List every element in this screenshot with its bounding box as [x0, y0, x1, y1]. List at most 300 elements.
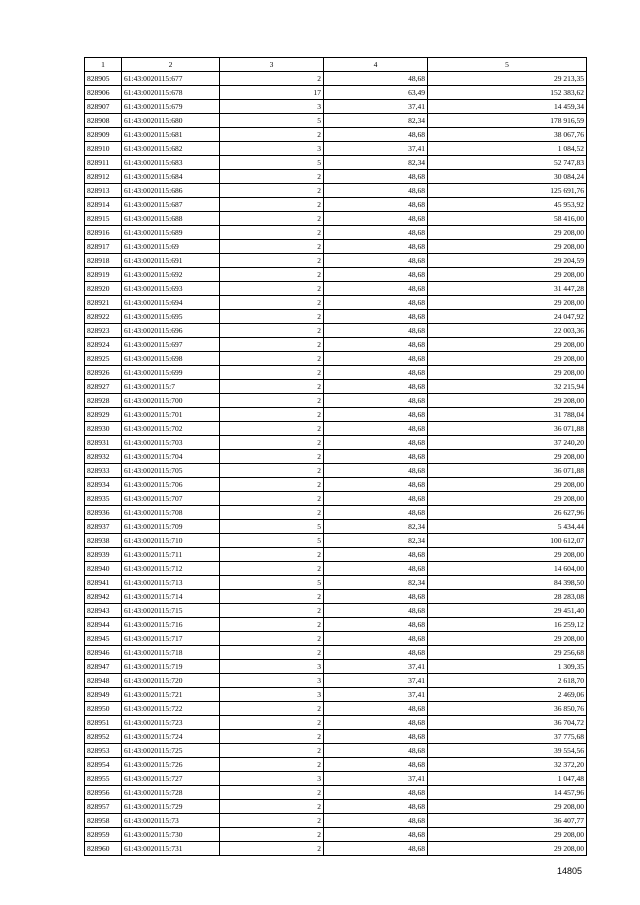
area-cell: 48,68 — [324, 338, 428, 352]
table-row — [85, 604, 587, 618]
cadastral-number-cell: 61:43:0020115:696 — [122, 324, 220, 338]
amount-cell: 29 208,00 — [428, 296, 587, 310]
row-number-cell: 828908 — [85, 114, 122, 128]
cadastral-number-cell: 61:43:0020115:683 — [122, 156, 220, 170]
cadastral-number-cell: 61:43:0020115:680 — [122, 114, 220, 128]
table-row — [85, 842, 587, 856]
area-cell: 48,68 — [324, 184, 428, 198]
row-number-cell: 828906 — [85, 86, 122, 100]
cadastral-number-cell: 61:43:0020115:713 — [122, 576, 220, 590]
cadastral-number-cell: 61:43:0020115:706 — [122, 478, 220, 492]
amount-cell: 2 469,06 — [428, 688, 587, 702]
amount-cell: 14 457,96 — [428, 786, 587, 800]
area-cell: 48,68 — [324, 380, 428, 394]
area-cell: 48,68 — [324, 786, 428, 800]
row-number-cell: 828912 — [85, 170, 122, 184]
row-number-cell: 828956 — [85, 786, 122, 800]
count-cell: 2 — [220, 128, 324, 142]
area-cell: 48,68 — [324, 408, 428, 422]
area-cell: 48,68 — [324, 296, 428, 310]
row-number-cell: 828931 — [85, 436, 122, 450]
area-cell: 48,68 — [324, 828, 428, 842]
row-number-cell: 828929 — [85, 408, 122, 422]
table-row — [85, 450, 587, 464]
area-cell: 48,68 — [324, 324, 428, 338]
count-cell: 2 — [220, 282, 324, 296]
amount-cell: 32 372,20 — [428, 758, 587, 772]
table-row — [85, 86, 587, 100]
amount-cell: 29 208,00 — [428, 800, 587, 814]
row-number-cell: 828909 — [85, 128, 122, 142]
count-cell: 2 — [220, 310, 324, 324]
row-number-cell: 828927 — [85, 380, 122, 394]
count-cell: 2 — [220, 590, 324, 604]
cadastral-number-cell: 61:43:0020115:678 — [122, 86, 220, 100]
table-row — [85, 226, 587, 240]
row-number-cell: 828938 — [85, 534, 122, 548]
cadastral-number-cell: 61:43:0020115:724 — [122, 730, 220, 744]
area-cell: 48,68 — [324, 758, 428, 772]
area-cell: 48,68 — [324, 618, 428, 632]
cadastral-number-cell: 61:43:0020115:729 — [122, 800, 220, 814]
row-number-cell: 828950 — [85, 702, 122, 716]
row-number-cell: 828930 — [85, 422, 122, 436]
table-row — [85, 352, 587, 366]
amount-cell: 29 256,68 — [428, 646, 587, 660]
area-cell: 48,68 — [324, 702, 428, 716]
table-row — [85, 590, 587, 604]
area-cell: 82,34 — [324, 576, 428, 590]
table-row — [85, 324, 587, 338]
cadastral-number-cell: 61:43:0020115:719 — [122, 660, 220, 674]
area-cell: 48,68 — [324, 744, 428, 758]
count-cell: 2 — [220, 450, 324, 464]
column-header-5: 5 — [428, 58, 587, 72]
cadastral-number-cell: 61:43:0020115:717 — [122, 632, 220, 646]
count-cell: 2 — [220, 170, 324, 184]
cadastral-number-cell: 61:43:0020115:707 — [122, 492, 220, 506]
table-row — [85, 772, 587, 786]
row-number-cell: 828910 — [85, 142, 122, 156]
table-row — [85, 72, 587, 86]
table-row — [85, 646, 587, 660]
area-cell: 48,68 — [324, 632, 428, 646]
amount-cell: 29 208,00 — [428, 478, 587, 492]
count-cell: 2 — [220, 716, 324, 730]
area-cell: 48,68 — [324, 366, 428, 380]
area-cell: 37,41 — [324, 688, 428, 702]
area-cell: 48,68 — [324, 716, 428, 730]
amount-cell: 30 084,24 — [428, 170, 587, 184]
area-cell: 48,68 — [324, 492, 428, 506]
count-cell: 17 — [220, 86, 324, 100]
count-cell: 2 — [220, 800, 324, 814]
table-row — [85, 786, 587, 800]
amount-cell: 29 208,00 — [428, 632, 587, 646]
area-cell: 48,68 — [324, 394, 428, 408]
area-cell: 48,68 — [324, 730, 428, 744]
area-cell: 82,34 — [324, 520, 428, 534]
cadastral-number-cell: 61:43:0020115:697 — [122, 338, 220, 352]
table-row — [85, 254, 587, 268]
count-cell: 2 — [220, 72, 324, 86]
table-row — [85, 394, 587, 408]
table-row — [85, 128, 587, 142]
count-cell: 2 — [220, 548, 324, 562]
count-cell: 2 — [220, 198, 324, 212]
amount-cell: 29 213,35 — [428, 72, 587, 86]
cadastral-number-cell: 61:43:0020115:712 — [122, 562, 220, 576]
row-number-cell: 828942 — [85, 590, 122, 604]
row-number-cell: 828922 — [85, 310, 122, 324]
area-cell: 48,68 — [324, 254, 428, 268]
area-cell: 48,68 — [324, 128, 428, 142]
cadastral-number-cell: 61:43:0020115:694 — [122, 296, 220, 310]
area-cell: 48,68 — [324, 450, 428, 464]
count-cell: 2 — [220, 436, 324, 450]
cadastral-number-cell: 61:43:0020115:703 — [122, 436, 220, 450]
row-number-cell: 828925 — [85, 352, 122, 366]
row-number-cell: 828958 — [85, 814, 122, 828]
area-cell: 48,68 — [324, 478, 428, 492]
cadastral-number-cell: 61:43:0020115:705 — [122, 464, 220, 478]
count-cell: 2 — [220, 296, 324, 310]
cadastral-number-cell: 61:43:0020115:727 — [122, 772, 220, 786]
count-cell: 5 — [220, 534, 324, 548]
count-cell: 2 — [220, 352, 324, 366]
amount-cell: 29 208,00 — [428, 226, 587, 240]
count-cell: 5 — [220, 520, 324, 534]
cadastral-number-cell: 61:43:0020115:710 — [122, 534, 220, 548]
amount-cell: 38 067,76 — [428, 128, 587, 142]
row-number-cell: 828918 — [85, 254, 122, 268]
cadastral-number-cell: 61:43:0020115:692 — [122, 268, 220, 282]
area-cell: 48,68 — [324, 422, 428, 436]
table-row — [85, 282, 587, 296]
table-row — [85, 688, 587, 702]
count-cell: 2 — [220, 254, 324, 268]
cadastral-number-cell: 61:43:0020115:722 — [122, 702, 220, 716]
table-row — [85, 268, 587, 282]
row-number-cell: 828936 — [85, 506, 122, 520]
cadastral-number-cell: 61:43:0020115:701 — [122, 408, 220, 422]
cadastral-number-cell: 61:43:0020115:69 — [122, 240, 220, 254]
count-cell: 2 — [220, 618, 324, 632]
row-number-cell: 828948 — [85, 674, 122, 688]
row-number-cell: 828951 — [85, 716, 122, 730]
amount-cell: 100 612,07 — [428, 534, 587, 548]
column-header-2: 2 — [122, 58, 220, 72]
count-cell: 2 — [220, 744, 324, 758]
count-cell: 3 — [220, 100, 324, 114]
table-row — [85, 100, 587, 114]
table-row — [85, 422, 587, 436]
area-cell: 37,41 — [324, 100, 428, 114]
table-row — [85, 464, 587, 478]
table-row — [85, 478, 587, 492]
area-cell: 48,68 — [324, 352, 428, 366]
amount-cell: 29 208,00 — [428, 240, 587, 254]
row-number-cell: 828921 — [85, 296, 122, 310]
count-cell: 2 — [220, 394, 324, 408]
column-header-4: 4 — [324, 58, 428, 72]
table-row — [85, 380, 587, 394]
row-number-cell: 828916 — [85, 226, 122, 240]
area-cell: 48,68 — [324, 282, 428, 296]
area-cell: 37,41 — [324, 674, 428, 688]
table-row — [85, 828, 587, 842]
row-number-cell: 828933 — [85, 464, 122, 478]
table-row — [85, 800, 587, 814]
amount-cell: 29 208,00 — [428, 842, 587, 856]
count-cell: 2 — [220, 730, 324, 744]
area-cell: 48,68 — [324, 436, 428, 450]
amount-cell: 36 071,88 — [428, 422, 587, 436]
amount-cell: 29 208,00 — [428, 394, 587, 408]
table-row — [85, 408, 587, 422]
column-header-3: 3 — [220, 58, 324, 72]
amount-cell: 31 788,04 — [428, 408, 587, 422]
row-number-cell: 828914 — [85, 198, 122, 212]
area-cell: 48,68 — [324, 464, 428, 478]
cadastral-number-cell: 61:43:0020115:73 — [122, 814, 220, 828]
amount-cell: 29 451,40 — [428, 604, 587, 618]
table-row — [85, 702, 587, 716]
count-cell: 2 — [220, 380, 324, 394]
count-cell: 2 — [220, 842, 324, 856]
row-number-cell: 828934 — [85, 478, 122, 492]
table-row — [85, 492, 587, 506]
row-number-cell: 828943 — [85, 604, 122, 618]
cadastral-number-cell: 61:43:0020115:702 — [122, 422, 220, 436]
area-cell: 48,68 — [324, 170, 428, 184]
data-table — [84, 57, 587, 856]
count-cell: 2 — [220, 422, 324, 436]
count-cell: 5 — [220, 156, 324, 170]
table-row — [85, 114, 587, 128]
cadastral-number-cell: 61:43:0020115:714 — [122, 590, 220, 604]
cadastral-number-cell: 61:43:0020115:677 — [122, 72, 220, 86]
count-cell: 2 — [220, 562, 324, 576]
amount-cell: 1 084,52 — [428, 142, 587, 156]
amount-cell: 31 447,28 — [428, 282, 587, 296]
amount-cell: 29 208,00 — [428, 366, 587, 380]
amount-cell: 36 704,72 — [428, 716, 587, 730]
cadastral-number-cell: 61:43:0020115:721 — [122, 688, 220, 702]
amount-cell: 5 434,44 — [428, 520, 587, 534]
amount-cell: 125 691,76 — [428, 184, 587, 198]
cadastral-number-cell: 61:43:0020115:699 — [122, 366, 220, 380]
row-number-cell: 828957 — [85, 800, 122, 814]
cadastral-number-cell: 61:43:0020115:679 — [122, 100, 220, 114]
row-number-cell: 828954 — [85, 758, 122, 772]
row-number-cell: 828932 — [85, 450, 122, 464]
column-header-1: 1 — [85, 58, 122, 72]
row-number-cell: 828926 — [85, 366, 122, 380]
amount-cell: 29 208,00 — [428, 450, 587, 464]
page-number: 14805 — [557, 866, 583, 876]
table-row — [85, 632, 587, 646]
area-cell: 48,68 — [324, 842, 428, 856]
amount-cell: 1 047,48 — [428, 772, 587, 786]
row-number-cell: 828923 — [85, 324, 122, 338]
cadastral-number-cell: 61:43:0020115:731 — [122, 842, 220, 856]
table-row — [85, 674, 587, 688]
cadastral-number-cell: 61:43:0020115:730 — [122, 828, 220, 842]
table-row — [85, 730, 587, 744]
amount-cell: 29 204,59 — [428, 254, 587, 268]
amount-cell: 58 416,00 — [428, 212, 587, 226]
row-number-cell: 828935 — [85, 492, 122, 506]
cadastral-number-cell: 61:43:0020115:704 — [122, 450, 220, 464]
row-number-cell: 828939 — [85, 548, 122, 562]
cadastral-number-cell: 61:43:0020115:723 — [122, 716, 220, 730]
count-cell: 2 — [220, 604, 324, 618]
table-row — [85, 310, 587, 324]
count-cell: 2 — [220, 212, 324, 226]
row-number-cell: 828944 — [85, 618, 122, 632]
row-number-cell: 828911 — [85, 156, 122, 170]
area-cell: 48,68 — [324, 310, 428, 324]
row-number-cell: 828907 — [85, 100, 122, 114]
row-number-cell: 828949 — [85, 688, 122, 702]
table-row — [85, 562, 587, 576]
table-row — [85, 156, 587, 170]
amount-cell: 36 407,77 — [428, 814, 587, 828]
area-cell: 37,41 — [324, 772, 428, 786]
table-row — [85, 520, 587, 534]
count-cell: 2 — [220, 478, 324, 492]
cadastral-number-cell: 61:43:0020115:687 — [122, 198, 220, 212]
cadastral-number-cell: 61:43:0020115:711 — [122, 548, 220, 562]
table-row — [85, 534, 587, 548]
amount-cell: 29 208,00 — [428, 828, 587, 842]
row-number-cell: 828928 — [85, 394, 122, 408]
amount-cell: 32 215,94 — [428, 380, 587, 394]
amount-cell: 22 003,36 — [428, 324, 587, 338]
cadastral-number-cell: 61:43:0020115:718 — [122, 646, 220, 660]
amount-cell: 52 747,83 — [428, 156, 587, 170]
amount-cell: 29 208,00 — [428, 352, 587, 366]
count-cell: 2 — [220, 632, 324, 646]
cadastral-number-cell: 61:43:0020115:7 — [122, 380, 220, 394]
area-cell: 48,68 — [324, 646, 428, 660]
cadastral-number-cell: 61:43:0020115:681 — [122, 128, 220, 142]
count-cell: 2 — [220, 646, 324, 660]
table-row — [85, 814, 587, 828]
count-cell: 2 — [220, 814, 324, 828]
amount-cell: 26 627,96 — [428, 506, 587, 520]
area-cell: 82,34 — [324, 156, 428, 170]
table-row — [85, 744, 587, 758]
count-cell: 2 — [220, 464, 324, 478]
table-row — [85, 660, 587, 674]
amount-cell: 28 283,08 — [428, 590, 587, 604]
area-cell: 48,68 — [324, 198, 428, 212]
count-cell: 3 — [220, 688, 324, 702]
amount-cell: 16 259,12 — [428, 618, 587, 632]
amount-cell: 37 240,20 — [428, 436, 587, 450]
count-cell: 2 — [220, 324, 324, 338]
row-number-cell: 828945 — [85, 632, 122, 646]
table-row — [85, 142, 587, 156]
table-row — [85, 240, 587, 254]
cadastral-number-cell: 61:43:0020115:691 — [122, 254, 220, 268]
count-cell: 2 — [220, 268, 324, 282]
area-cell: 63,49 — [324, 86, 428, 100]
amount-cell: 24 047,92 — [428, 310, 587, 324]
table-row — [85, 338, 587, 352]
cadastral-number-cell: 61:43:0020115:715 — [122, 604, 220, 618]
table-row — [85, 198, 587, 212]
cadastral-number-cell: 61:43:0020115:700 — [122, 394, 220, 408]
area-cell: 48,68 — [324, 268, 428, 282]
row-number-cell: 828946 — [85, 646, 122, 660]
count-cell: 3 — [220, 772, 324, 786]
count-cell: 2 — [220, 828, 324, 842]
amount-cell: 2 618,70 — [428, 674, 587, 688]
count-cell: 2 — [220, 506, 324, 520]
table-body — [85, 72, 587, 856]
row-number-cell: 828952 — [85, 730, 122, 744]
count-cell: 2 — [220, 240, 324, 254]
cadastral-number-cell: 61:43:0020115:708 — [122, 506, 220, 520]
area-cell: 48,68 — [324, 562, 428, 576]
count-cell: 2 — [220, 758, 324, 772]
count-cell: 3 — [220, 674, 324, 688]
row-number-cell: 828937 — [85, 520, 122, 534]
table-row — [85, 366, 587, 380]
count-cell: 2 — [220, 338, 324, 352]
cadastral-number-cell: 61:43:0020115:698 — [122, 352, 220, 366]
area-cell: 48,68 — [324, 604, 428, 618]
area-cell: 48,68 — [324, 212, 428, 226]
table-row — [85, 716, 587, 730]
table-row — [85, 436, 587, 450]
table-row — [85, 548, 587, 562]
area-cell: 37,41 — [324, 142, 428, 156]
table-row — [85, 618, 587, 632]
cadastral-number-cell: 61:43:0020115:720 — [122, 674, 220, 688]
count-cell: 2 — [220, 786, 324, 800]
amount-cell: 29 208,00 — [428, 492, 587, 506]
table-row — [85, 212, 587, 226]
cadastral-number-cell: 61:43:0020115:682 — [122, 142, 220, 156]
row-number-cell: 828917 — [85, 240, 122, 254]
count-cell: 3 — [220, 660, 324, 674]
count-cell: 5 — [220, 114, 324, 128]
row-number-cell: 828915 — [85, 212, 122, 226]
area-cell: 82,34 — [324, 534, 428, 548]
cadastral-number-cell: 61:43:0020115:693 — [122, 282, 220, 296]
area-cell: 48,68 — [324, 72, 428, 86]
area-cell: 48,68 — [324, 506, 428, 520]
row-number-cell: 828913 — [85, 184, 122, 198]
table-row — [85, 576, 587, 590]
amount-cell: 36 071,88 — [428, 464, 587, 478]
table-row — [85, 170, 587, 184]
area-cell: 48,68 — [324, 240, 428, 254]
header-row — [85, 58, 587, 72]
amount-cell: 152 383,62 — [428, 86, 587, 100]
amount-cell: 37 775,68 — [428, 730, 587, 744]
area-cell: 82,34 — [324, 114, 428, 128]
row-number-cell: 828924 — [85, 338, 122, 352]
amount-cell: 29 208,00 — [428, 548, 587, 562]
amount-cell: 14 459,34 — [428, 100, 587, 114]
table-row — [85, 506, 587, 520]
amount-cell: 45 953,92 — [428, 198, 587, 212]
